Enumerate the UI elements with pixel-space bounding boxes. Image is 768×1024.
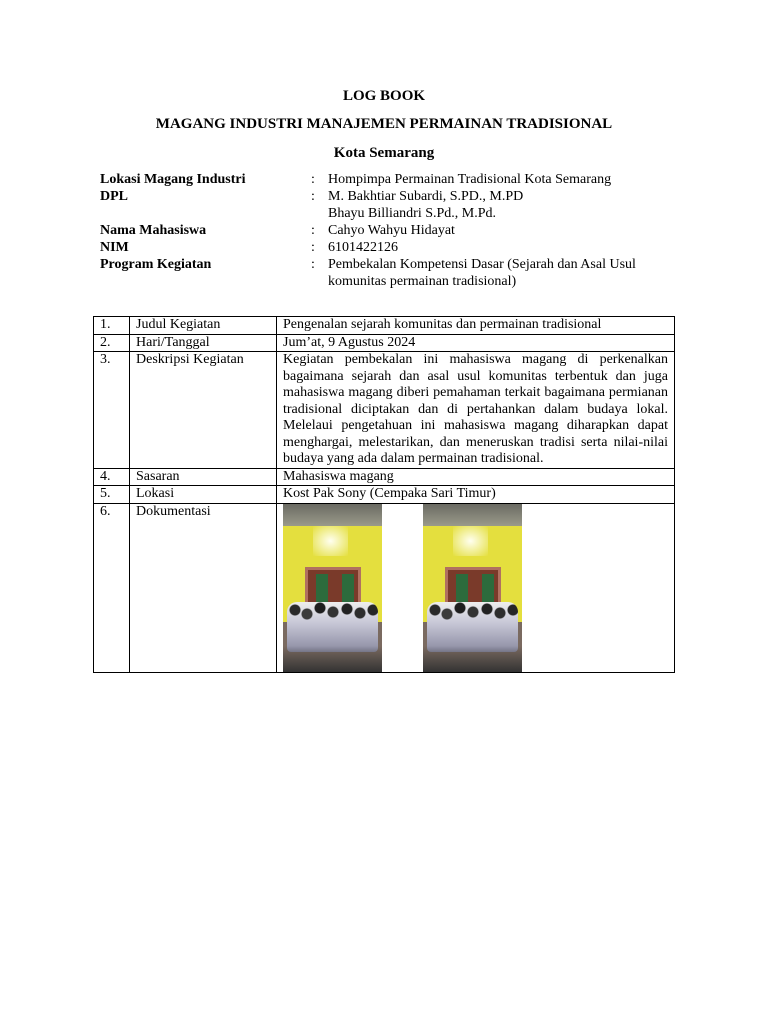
row-value: Pengenalan sejarah komunitas dan permainan tradisional — [277, 317, 675, 335]
info-value: Cahyo Wahyu Hidayat — [328, 223, 455, 238]
row-value: Mahasiswa magang — [277, 468, 675, 486]
info-label: Lokasi Magang Industri — [100, 172, 246, 187]
row-label: Judul Kegiatan — [130, 317, 277, 335]
row-value: Jum’at, 9 Agustus 2024 — [277, 334, 675, 352]
row-number: 3. — [94, 352, 130, 469]
info-value: M. Bakhtiar Subardi, S.PD., M.PD — [328, 189, 524, 204]
table-row — [94, 503, 675, 672]
table-row — [94, 352, 675, 469]
info-value: Bhayu Billiandri S.Pd., M.Pd. — [328, 206, 497, 221]
table-row — [94, 317, 675, 335]
row-label: Lokasi — [130, 486, 277, 504]
info-row-nama — [100, 222, 658, 239]
row-value-description: Kegiatan pembekalan ini mahasiswa magang di perkenalkan bagaimana sejarah dan asal usul komunitas terbentuk dan juga mahasiswa magang diberi pemahaman terkait bagaimana permianan tradisional diciptakan dan di pertahankan dalam budaya lokal. Melelaui pengetahuan ini mahasiswa magang diharapkan dapat menghargai, melestarikan, dan meneruskan tradisi serta nilai-nilai budaya yang ada dalam permainan tradisional. — [277, 352, 675, 469]
info-row-nim — [100, 239, 658, 256]
row-label: Sasaran — [130, 468, 277, 486]
table-row — [94, 334, 675, 352]
info-value: Hompimpa Permainan Tradisional Kota Semarang — [328, 172, 612, 187]
info-label: DPL — [100, 189, 128, 204]
info-label: Nama Mahasiswa — [100, 223, 207, 238]
row-label: Deskripsi Kegiatan — [130, 352, 277, 469]
row-number: 6. — [94, 503, 130, 672]
info-colon: : — [311, 172, 315, 187]
info-row-program — [100, 256, 658, 290]
info-value: Pembekalan Kompetensi Dasar (Sejarah dan Asal Usul komunitas permainan tradisional) — [328, 257, 636, 289]
city-title: Kota Semarang — [333, 145, 435, 161]
info-label: Program Kegiatan — [100, 257, 212, 272]
info-label — [100, 205, 311, 222]
info-colon: : — [311, 257, 315, 272]
info-label: NIM — [100, 240, 129, 255]
row-label: Dokumentasi — [130, 503, 277, 672]
row-number: 4. — [94, 468, 130, 486]
row-number: 1. — [94, 317, 130, 335]
info-colon: : — [311, 240, 315, 255]
table-row — [94, 486, 675, 504]
documentation-photo — [423, 504, 522, 672]
documentation-photo — [283, 504, 382, 672]
table-row — [94, 468, 675, 486]
program-title: MAGANG INDUSTRI MANAJEMEN PERMAINAN TRADISIONAL — [155, 116, 613, 132]
info-row-dpl — [100, 188, 658, 205]
info-row-lokasi — [100, 171, 658, 188]
row-label: Hari/Tanggal — [130, 334, 277, 352]
info-colon: : — [311, 223, 315, 238]
row-number: 5. — [94, 486, 130, 504]
row-value: Kost Pak Sony (Cempaka Sari Timur) — [277, 486, 675, 504]
activity-table — [93, 316, 675, 673]
info-value: 6101422126 — [328, 240, 398, 255]
documentation-photos — [283, 504, 668, 672]
info-row-dpl-2 — [100, 205, 658, 222]
info-block — [100, 171, 658, 290]
info-colon: : — [311, 189, 315, 204]
logbook-title: LOG BOOK — [342, 88, 426, 104]
row-number: 2. — [94, 334, 130, 352]
info-colon — [311, 205, 328, 222]
documentation-cell — [277, 503, 675, 672]
